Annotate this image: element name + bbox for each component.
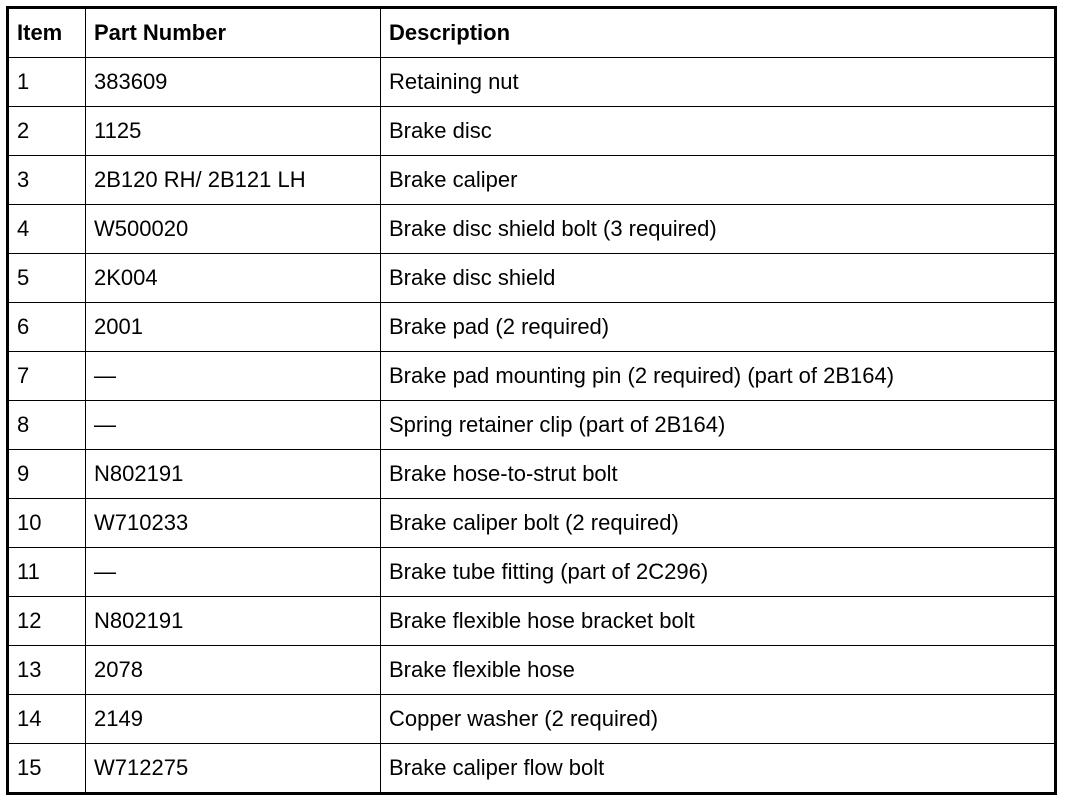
part-number-cell: — xyxy=(86,401,381,450)
description-cell: Brake flexible hose bracket bolt xyxy=(381,597,1056,646)
table-row xyxy=(8,450,1056,499)
parts-table xyxy=(6,6,1057,795)
item-cell: 7 xyxy=(8,352,86,401)
table-row xyxy=(8,401,1056,450)
item-cell: 2 xyxy=(8,107,86,156)
item-cell: 12 xyxy=(8,597,86,646)
description-cell: Brake caliper xyxy=(381,156,1056,205)
table-row xyxy=(8,744,1056,794)
part-number-cell: 383609 xyxy=(86,58,381,107)
item-cell: 11 xyxy=(8,548,86,597)
part-number-cell: 2K004 xyxy=(86,254,381,303)
item-cell: 5 xyxy=(8,254,86,303)
part-number-cell: 2001 xyxy=(86,303,381,352)
table-header-row xyxy=(8,8,1056,58)
table-row xyxy=(8,303,1056,352)
part-number-cell: N802191 xyxy=(86,597,381,646)
header-description: Description xyxy=(381,8,1056,58)
item-cell: 6 xyxy=(8,303,86,352)
item-cell: 8 xyxy=(8,401,86,450)
table-row xyxy=(8,499,1056,548)
description-cell: Retaining nut xyxy=(381,58,1056,107)
part-number-cell: W712275 xyxy=(86,744,381,794)
table-row xyxy=(8,205,1056,254)
header-part-number: Part Number xyxy=(86,8,381,58)
table-row xyxy=(8,156,1056,205)
description-cell: Brake disc shield bolt (3 required) xyxy=(381,205,1056,254)
item-cell: 3 xyxy=(8,156,86,205)
item-cell: 13 xyxy=(8,646,86,695)
description-cell: Brake caliper bolt (2 required) xyxy=(381,499,1056,548)
part-number-cell: 2078 xyxy=(86,646,381,695)
table-row xyxy=(8,107,1056,156)
part-number-cell: W500020 xyxy=(86,205,381,254)
item-cell: 14 xyxy=(8,695,86,744)
part-number-cell: 2149 xyxy=(86,695,381,744)
item-cell: 9 xyxy=(8,450,86,499)
part-number-cell: 2B120 RH/ 2B121 LH xyxy=(86,156,381,205)
part-number-cell: N802191 xyxy=(86,450,381,499)
description-cell: Brake pad mounting pin (2 required) (part of 2B164) xyxy=(381,352,1056,401)
part-number-cell: 1125 xyxy=(86,107,381,156)
item-cell: 10 xyxy=(8,499,86,548)
table-row xyxy=(8,646,1056,695)
item-cell: 1 xyxy=(8,58,86,107)
header-item: Item xyxy=(8,8,86,58)
item-cell: 4 xyxy=(8,205,86,254)
part-number-cell: — xyxy=(86,352,381,401)
description-cell: Brake disc xyxy=(381,107,1056,156)
description-cell: Spring retainer clip (part of 2B164) xyxy=(381,401,1056,450)
table-row xyxy=(8,254,1056,303)
item-cell: 15 xyxy=(8,744,86,794)
table-row xyxy=(8,548,1056,597)
part-number-cell: W710233 xyxy=(86,499,381,548)
description-cell: Copper washer (2 required) xyxy=(381,695,1056,744)
table-row xyxy=(8,352,1056,401)
description-cell: Brake pad (2 required) xyxy=(381,303,1056,352)
description-cell: Brake hose-to-strut bolt xyxy=(381,450,1056,499)
description-cell: Brake caliper flow bolt xyxy=(381,744,1056,794)
part-number-cell: — xyxy=(86,548,381,597)
description-cell: Brake flexible hose xyxy=(381,646,1056,695)
table-row xyxy=(8,597,1056,646)
description-cell: Brake disc shield xyxy=(381,254,1056,303)
table-row xyxy=(8,695,1056,744)
description-cell: Brake tube fitting (part of 2C296) xyxy=(381,548,1056,597)
table-row xyxy=(8,58,1056,107)
